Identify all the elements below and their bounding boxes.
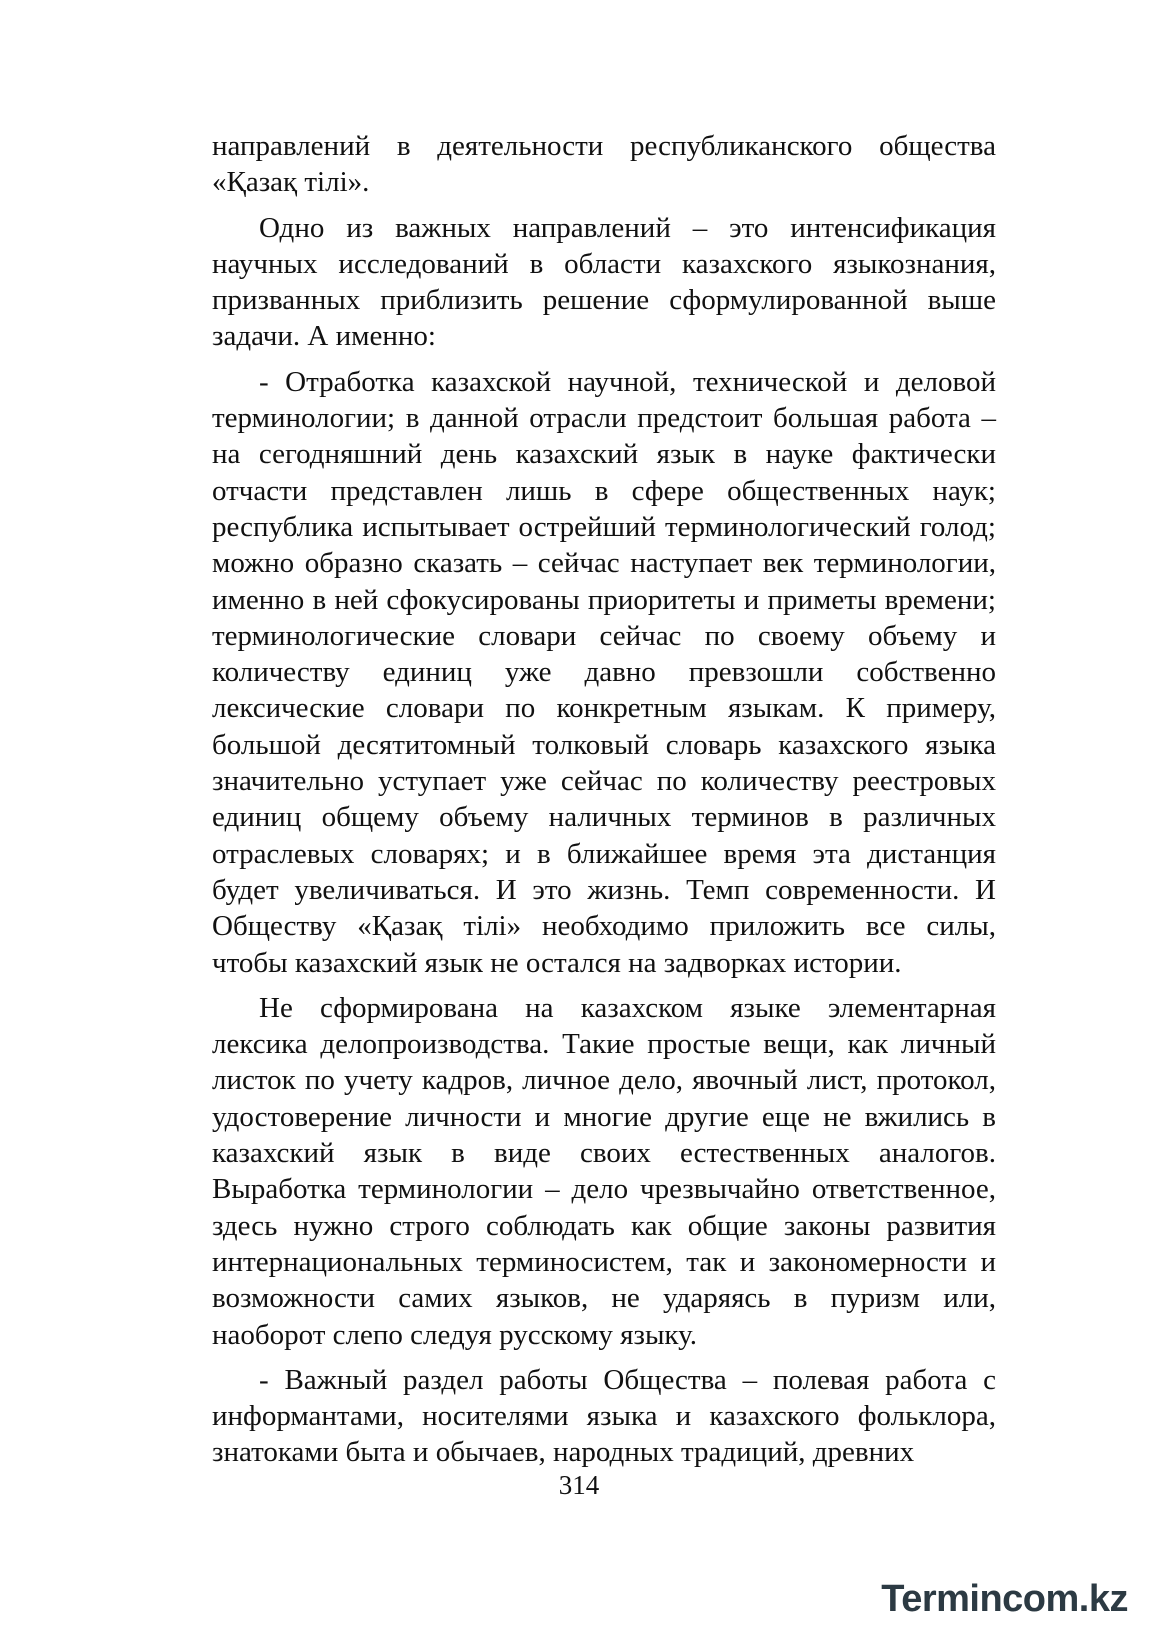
paragraph-5: - Важный раздел работы Общества – полевая работа с информантами, носителями языка и казахского фольклора, знатоками быта и обычаев, народных традиций, древних: [212, 1363, 996, 1469]
paragraph-4: Не сформирована на казахском языке элементарная лексика делопроизводства. Такие простые вещи, как личный листок по учету кадров, личное дело, явочный лист, протокол, удостоверение личности и многие другие еще не вжились в казахский язык в виде своих естественных аналогов. Выработка терминологии – дело чрезвычайно ответственное, здесь нужно строго соблюдать как общие законы развития интернациональных терминосистем, так и закономерности и возможности самих языков, не ударяясь в пуризм или, наоборот слепо следуя русскому языку.: [212, 991, 996, 1351]
watermark-text: Termincom.kz: [881, 1578, 1128, 1620]
paragraph-2: Одно из важных направлений – это интенсификация научных исследований в области казахского языкознания, призванных приблизить решение сформулированной выше задачи. А именно:: [212, 211, 996, 353]
page-number: 314: [558, 1470, 600, 1500]
body-text: [212, 128, 996, 1471]
paragraph-1: направлений в деятельности республиканского общества «Қазақ тілі».: [212, 130, 996, 199]
watermark-logo: [881, 1565, 1128, 1621]
paragraph-3: - Отработка казахской научной, технической и деловой терминологии; в данной отрасли предстоит большая работа – на сегодняшний день казахский язык в науке фактически отчасти представлен лишь в сфере общественных наук; республика испытывает острейший терминологический голод; можно образно сказать – сейчас наступает век терминологии, именно в ней сфокусированы приоритеты и приметы времени; терминологические словари сейчас по своему объему и количеству единиц уже давно превзошли собственно лексические словари по конкретным языкам. К примеру, большой десятитомный толковый словарь казахского языка значительно уступает уже сейчас по количеству реестровых единиц общему объему наличных терминов в различных отраслевых словарях; и в ближайшее время эта дистанция будет увеличиваться. И это жизнь. Темп современности. И Обществу «Қазақ тілі» необходимо приложить все силы, чтобы казахский язык не остался на задворках истории.: [212, 365, 996, 979]
